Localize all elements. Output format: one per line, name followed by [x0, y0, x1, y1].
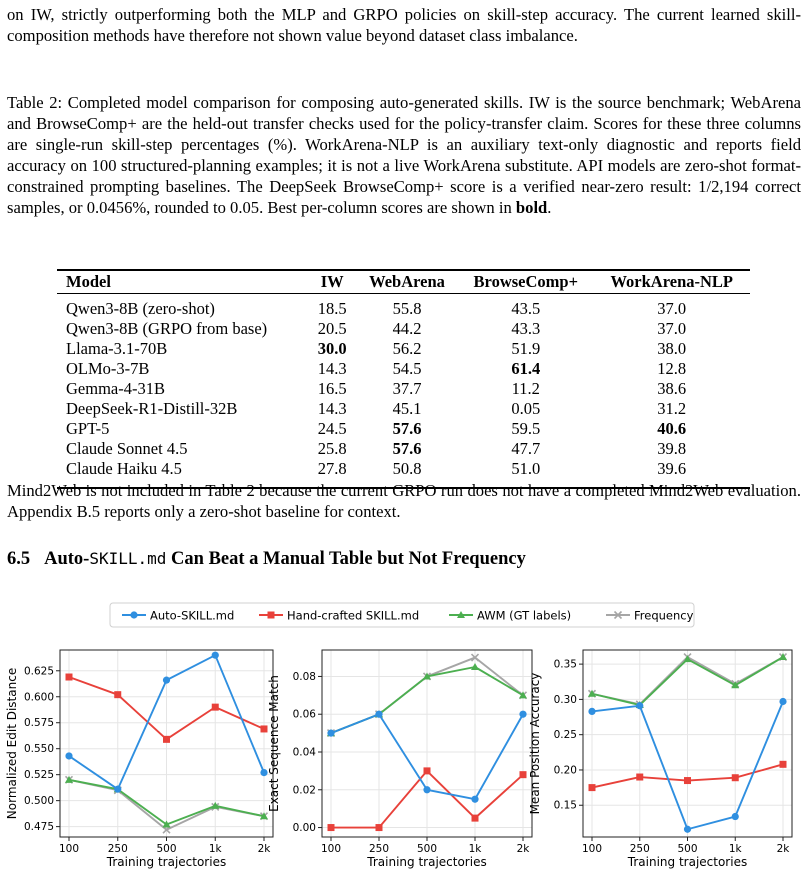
data-point — [520, 771, 527, 778]
legend-marker — [130, 611, 137, 618]
cell-model: Qwen3-8B (zero-shot) — [66, 299, 215, 318]
data-point — [423, 786, 430, 793]
cell-workarena: 40.6 — [657, 419, 687, 438]
cell-model: Claude Sonnet 4.5 — [66, 439, 188, 458]
cell-browsecomp: 43.3 — [511, 319, 541, 338]
legend-label: Frequency — [634, 608, 694, 623]
data-point — [327, 730, 334, 737]
legend-label: AWM (GT labels) — [477, 608, 572, 623]
data-point — [424, 767, 431, 774]
chart-legend — [110, 603, 694, 627]
data-point — [375, 711, 382, 718]
y-axis-label: Exact Sequence Match — [267, 675, 281, 812]
cell-webarena: 50.8 — [356, 459, 458, 488]
cell-webarena: 57.6 — [392, 439, 422, 458]
cell-iw: 27.8 — [308, 459, 356, 488]
y-tick-label: 0.600 — [23, 691, 54, 704]
data-point — [684, 777, 691, 784]
data-point — [732, 813, 739, 820]
cell-iw: 18.5 — [317, 299, 347, 318]
x-tick-label: 100 — [58, 843, 80, 855]
cell-workarena: 12.8 — [657, 359, 687, 378]
header-workarena: WorkArena-NLP — [593, 270, 750, 294]
data-point — [328, 824, 335, 831]
header-iw: IW — [308, 270, 356, 294]
cell-workarena: 37.0 — [657, 299, 687, 318]
header-browsecomp: BrowseComp+ — [458, 270, 593, 294]
data-point — [780, 761, 787, 768]
cell-model: OLMo-3-7B — [66, 359, 150, 378]
section-heading — [7, 549, 526, 570]
chart-panel — [528, 650, 792, 869]
x-tick-label: 2k — [516, 843, 530, 855]
data-point — [589, 784, 596, 791]
y-tick-label: 0.15 — [553, 799, 577, 812]
results-figure — [0, 595, 807, 873]
cell-browsecomp: 47.7 — [511, 439, 541, 458]
caption-end: . — [547, 198, 552, 217]
x-tick-label: 1k — [468, 843, 482, 855]
cell-webarena: 44.2 — [392, 319, 422, 338]
cell-webarena: 57.6 — [392, 419, 422, 438]
table-row — [57, 359, 750, 379]
y-tick-label: 0.00 — [292, 822, 316, 835]
results-table — [57, 269, 750, 489]
chart-panel — [5, 650, 273, 869]
table-row — [57, 294, 750, 320]
header-model: Model — [57, 270, 308, 294]
cell-iw: 20.5 — [317, 319, 347, 338]
cell-iw: 30.0 — [317, 339, 347, 358]
cell-workarena: 38.0 — [657, 339, 687, 358]
x-tick-label: 100 — [320, 843, 342, 855]
x-tick-label: 250 — [368, 843, 390, 855]
data-point — [163, 677, 170, 684]
cell-browsecomp: 0.05 — [511, 399, 541, 418]
y-tick-label: 0.550 — [23, 743, 54, 756]
cell-model: Claude Haiku 4.5 — [57, 459, 308, 488]
x-tick-label: 500 — [416, 843, 438, 855]
cell-workarena: 39.8 — [657, 439, 687, 458]
y-tick-label: 0.02 — [292, 784, 316, 797]
x-tick-label: 2k — [776, 843, 790, 855]
cell-browsecomp: 11.2 — [511, 379, 540, 398]
x-tick-label: 100 — [581, 843, 603, 855]
cell-model: Qwen3-8B (GRPO from base) — [66, 319, 268, 338]
cell-iw: 14.3 — [317, 399, 347, 418]
y-tick-label: 0.525 — [23, 769, 54, 782]
caption-text: Table 2: Completed model comparison for composing auto-generated skills. IW is the source benchmark; WebArena and BrowseComp+ are the held-out transfer checks used for the policy-transfer claim. Scores for these three columns are single-run skill-step percentages (%). WorkArena-NLP is an auxiliary text-only diagnostic and reports field accuracy on 100 structured-planning examples; it is not a live WorkArena substitute. API models are zero-shot format-constrained prompting baselines. The DeepSeek BrowseComp+ score is a verified near-zero result: 1/2,194 correct samples, or 0.0456%, rounded to 0.05. Best per-column scores are shown in — [7, 93, 801, 217]
cell-browsecomp: 51.9 — [511, 339, 541, 358]
cell-iw: 25.8 — [317, 439, 347, 458]
table-header-row — [57, 270, 750, 294]
y-axis-label: Normalized Edit Distance — [5, 667, 19, 820]
cell-browsecomp: 43.5 — [511, 299, 541, 318]
data-point — [66, 674, 73, 681]
x-tick-label: 500 — [156, 843, 177, 855]
legend-label: Auto-SKILL.md — [150, 608, 235, 623]
table-row — [57, 419, 750, 439]
data-point — [212, 652, 219, 659]
y-axis-label: Mean Position Accuracy — [528, 672, 542, 815]
data-point — [471, 796, 478, 803]
data-point — [588, 708, 595, 715]
cell-workarena: 39.6 — [593, 459, 750, 488]
data-point — [65, 752, 72, 759]
cell-webarena: 55.8 — [392, 299, 422, 318]
data-point — [684, 826, 691, 833]
data-point — [519, 711, 526, 718]
cell-browsecomp: 61.4 — [511, 359, 541, 378]
cell-webarena: 54.5 — [392, 359, 422, 378]
y-tick-label: 0.35 — [553, 658, 577, 671]
data-point — [114, 786, 121, 793]
cell-workarena: 37.0 — [657, 319, 687, 338]
table-header — [57, 270, 750, 294]
y-tick-label: 0.25 — [553, 729, 577, 742]
y-tick-label: 0.475 — [23, 821, 54, 834]
intro-paragraph: on IW, strictly outperforming both the MLP and GRPO policies on skill-step accuracy. The current learned skill-composition methods have therefore not shown value beyond dataset class imbalance. — [7, 5, 801, 45]
section-title-suffix: Can Beat a Manual Table but Not Frequency — [166, 549, 526, 569]
x-axis-label: Training trajectories — [106, 855, 227, 869]
legend-marker — [268, 612, 275, 619]
x-axis-label: Training trajectories — [367, 855, 487, 869]
table-row — [57, 439, 750, 459]
data-point — [636, 702, 643, 709]
x-tick-label: 250 — [107, 843, 128, 855]
y-tick-label: 0.06 — [292, 708, 316, 721]
x-tick-label: 1k — [208, 843, 222, 855]
data-point — [732, 774, 739, 781]
legend-label: Hand-crafted SKILL.md — [287, 608, 420, 623]
data-point — [163, 736, 170, 743]
cell-iw: 24.5 — [317, 419, 347, 438]
y-tick-label: 0.500 — [23, 795, 54, 808]
table-row — [57, 379, 750, 399]
cell-model: GPT-5 — [66, 419, 110, 438]
y-tick-label: 0.575 — [23, 717, 54, 730]
data-point — [211, 802, 219, 809]
data-point — [376, 824, 383, 831]
table-row — [57, 319, 750, 339]
data-point — [471, 663, 479, 670]
cell-webarena: 37.7 — [392, 379, 422, 398]
x-tick-label: 1k — [728, 843, 742, 855]
chart-panel — [267, 650, 532, 869]
data-point — [636, 774, 643, 781]
mind2web-paragraph: Mind2Web is not included in Table 2 because the current GRPO run does not have a completed Mind2Web evaluation. Appendix B.5 reports only a zero-shot baseline for context. — [7, 481, 801, 521]
cell-workarena: 31.2 — [657, 399, 687, 418]
table-row — [57, 339, 750, 359]
table-body — [57, 294, 750, 489]
x-tick-label: 2k — [257, 843, 271, 855]
section-number: 6.5 — [7, 549, 31, 569]
caption-bold-word: bold — [515, 198, 548, 217]
x-axis-label: Training trajectories — [627, 855, 748, 869]
cell-iw: 14.3 — [317, 359, 347, 378]
cell-webarena: 56.2 — [392, 339, 422, 358]
cell-workarena: 38.6 — [657, 379, 687, 398]
table-row — [57, 399, 750, 419]
y-tick-label: 0.20 — [553, 764, 577, 777]
y-tick-label: 0.04 — [292, 746, 316, 759]
cell-model: Llama-3.1-70B — [66, 339, 168, 358]
y-tick-label: 0.625 — [23, 665, 54, 678]
cell-browsecomp: 51.0 — [458, 459, 593, 488]
data-point — [114, 691, 121, 698]
x-tick-label: 500 — [677, 843, 698, 855]
table-caption — [7, 92, 801, 218]
cell-iw: 16.5 — [317, 379, 347, 398]
y-tick-label: 0.08 — [292, 670, 316, 683]
y-tick-label: 0.30 — [553, 693, 577, 706]
x-tick-label: 250 — [629, 843, 650, 855]
cell-browsecomp: 59.5 — [511, 419, 541, 438]
section-title-prefix: Auto- — [44, 549, 90, 569]
section-title-mono: SKILL.md — [89, 549, 167, 568]
cell-model: Gemma-4-31B — [66, 379, 165, 398]
data-point — [212, 704, 219, 711]
header-webarena: WebArena — [356, 270, 458, 294]
data-point — [472, 815, 479, 822]
data-point — [779, 698, 786, 705]
cell-webarena: 45.1 — [392, 399, 422, 418]
cell-model: DeepSeek-R1-Distill-32B — [66, 399, 238, 418]
